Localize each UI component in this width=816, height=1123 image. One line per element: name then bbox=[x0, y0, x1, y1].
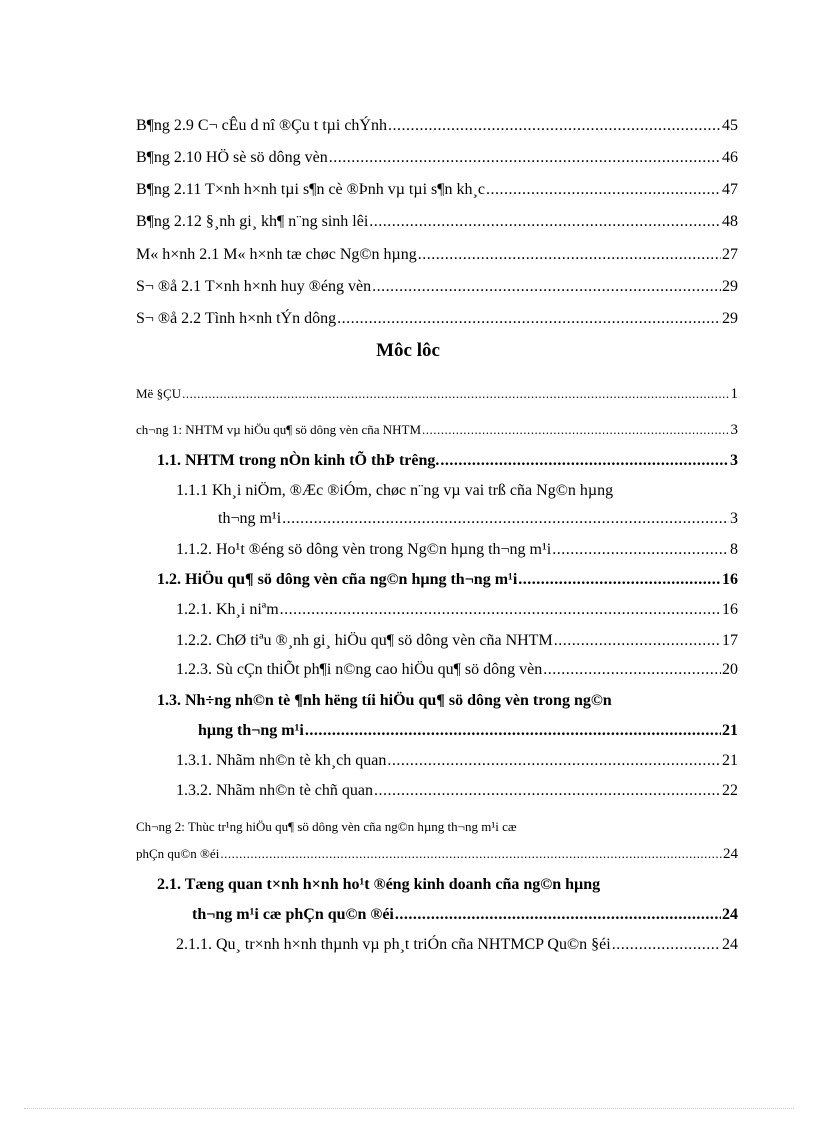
entry-title: 1.2.2. ChØ tiªu ®¸nh gi¸ hiÖu qu¶ sö dông vèn cña NHTM bbox=[176, 632, 553, 649]
leader-dots bbox=[280, 598, 721, 622]
entry-page: 3 bbox=[730, 422, 738, 438]
entry-page: 48 bbox=[722, 213, 738, 230]
entry-page: 29 bbox=[722, 278, 738, 295]
entry-page: 16 bbox=[722, 571, 738, 588]
entry-title: B¶ng 2.10 HÖ sè sö dông vèn bbox=[136, 149, 328, 166]
entry-page: 16 bbox=[722, 601, 738, 618]
toc-entry bbox=[157, 449, 738, 473]
toc-entry bbox=[157, 689, 738, 713]
entry-title: M« h×nh 2.1 M« h×nh tæ chøc Ng©n hµng bbox=[136, 246, 417, 263]
entry-title: 1.1.2. Ho¹t ®éng sö dông vèn trong Ng©n hµng th¬ng m¹i bbox=[176, 541, 552, 558]
leader-dots bbox=[388, 114, 721, 138]
entry-title: B¶ng 2.11 T×nh h×nh tµi s¶n cè ®Þnh vµ tµi s¶n kh¸c bbox=[136, 181, 485, 198]
leader-dots bbox=[518, 568, 721, 592]
entry-page: 24 bbox=[722, 936, 738, 953]
entry-title: 1.2.1. Kh¸i niªm bbox=[176, 601, 279, 618]
entry-page: 45 bbox=[722, 117, 738, 134]
leader-dots bbox=[543, 658, 721, 682]
leader-dots bbox=[220, 842, 722, 866]
entry-title: 1.3. Nh÷ng nh©n tè ¶nh hëng tíi hiÖu qu¶ sö dông vèn trong ng©n bbox=[157, 692, 612, 709]
figure-list-item bbox=[136, 275, 738, 299]
entry-title: 1.3.1. Nhãm nh©n tè kh¸ch quan bbox=[176, 752, 387, 769]
entry-page: 17 bbox=[722, 632, 738, 649]
entry-title: 1.1. NHTM trong nÒn kinh tÕ thÞ trêng. bbox=[157, 452, 440, 469]
entry-title: 1.2. HiÖu qu¶ sö dông vèn cña ng©n hµng th¬ng m¹i bbox=[157, 571, 518, 588]
leader-dots bbox=[329, 146, 721, 170]
entry-page: 21 bbox=[722, 722, 738, 739]
toc-entry-continued bbox=[192, 903, 738, 927]
table-list-item bbox=[136, 146, 738, 170]
toc-entry bbox=[176, 598, 738, 622]
toc-entry-continued bbox=[198, 719, 738, 743]
leader-dots bbox=[182, 382, 729, 406]
entry-page: 24 bbox=[723, 846, 738, 862]
entry-page: 24 bbox=[722, 906, 738, 923]
toc-entry bbox=[176, 658, 738, 682]
table-list-item bbox=[136, 210, 738, 234]
toc-entry bbox=[176, 749, 738, 773]
toc-entry bbox=[136, 418, 738, 442]
figure-list-item bbox=[136, 307, 738, 331]
toc-entry bbox=[176, 479, 738, 503]
toc-entry bbox=[176, 933, 738, 957]
toc-entry bbox=[176, 779, 738, 803]
leader-dots bbox=[387, 749, 721, 773]
leader-dots bbox=[305, 719, 721, 743]
entry-title: 2.1.1. Qu¸ tr×nh h×nh thµnh vµ ph¸t triÓn cña NHTMCP Qu©n §éi bbox=[176, 936, 611, 953]
leader-dots bbox=[369, 210, 721, 234]
entry-page: 1 bbox=[730, 386, 738, 402]
table-list-item bbox=[136, 114, 738, 138]
entry-title: phÇn qu©n ®éi bbox=[136, 846, 220, 861]
entry-page: 8 bbox=[730, 541, 738, 558]
entry-page: 21 bbox=[722, 752, 738, 769]
figure-list-item bbox=[136, 243, 738, 267]
table-list-item bbox=[136, 178, 738, 202]
leader-dots bbox=[486, 178, 721, 202]
toc-entry bbox=[157, 568, 738, 592]
page-bottom-divider bbox=[24, 1108, 794, 1109]
entry-title: B¶ng 2.12 §¸nh gi¸ kh¶ n¨ng sinh lêi bbox=[136, 213, 369, 230]
leader-dots bbox=[440, 449, 729, 473]
leader-dots bbox=[612, 933, 721, 957]
toc-entry bbox=[176, 538, 738, 562]
leader-dots bbox=[418, 243, 721, 267]
entry-title: S¬ ®å 2.1 T×nh h×nh huy ®éng vèn bbox=[136, 278, 372, 295]
entry-page: 22 bbox=[722, 782, 738, 799]
leader-dots bbox=[395, 903, 721, 927]
leader-dots bbox=[554, 629, 721, 653]
entry-title: 1.2.3. Sù cÇn thiÕt ph¶i n©ng cao hiÖu qu¶ sö dông vèn bbox=[176, 661, 543, 678]
toc-entry bbox=[136, 382, 738, 406]
leader-dots bbox=[337, 307, 721, 331]
entry-title: th¬ng m¹i bbox=[218, 510, 282, 527]
entry-title: S¬ ®å 2.2 Tình h×nh tÝn dông bbox=[136, 310, 337, 327]
entry-page: 3 bbox=[730, 510, 738, 527]
leader-dots bbox=[552, 538, 729, 562]
entry-title: Ch¬ng 2: Thùc tr¹ng hiÖu qu¶ sö dông vèn cña ng©n hµng th¬ng m¹i cæ bbox=[136, 819, 517, 834]
leader-dots bbox=[374, 779, 721, 803]
entry-title: B¶ng 2.9 C¬ cÊu d nî ®Çu t tµi chÝnh bbox=[136, 117, 387, 134]
leader-dots bbox=[422, 418, 729, 442]
entry-page: 20 bbox=[722, 661, 738, 678]
entry-page: 46 bbox=[722, 149, 738, 166]
toc-entry bbox=[136, 815, 738, 839]
leader-dots bbox=[282, 507, 729, 531]
toc-entry bbox=[157, 873, 738, 897]
entry-title: 1.1.1 Kh¸i niÖm, ®Æc ®iÓm, chøc n¨ng vµ vai trß cña Ng©n hµng bbox=[176, 482, 614, 499]
toc-heading: Môc lôc bbox=[376, 340, 440, 361]
entry-page: 47 bbox=[722, 181, 738, 198]
toc-entry bbox=[176, 629, 738, 653]
leader-dots bbox=[372, 275, 721, 299]
entry-title: 2.1. Tæng quan t×nh h×nh ho¹t ®éng kinh doanh cña ng©n hµng bbox=[157, 876, 601, 893]
toc-entry-continued bbox=[136, 842, 738, 866]
entry-page: 3 bbox=[730, 452, 738, 469]
entry-title: Më §ÇU bbox=[136, 386, 182, 401]
entry-page: 27 bbox=[722, 246, 738, 263]
entry-page: 29 bbox=[722, 310, 738, 327]
entry-title: th¬ng m¹i cæ phÇn qu©n ®éi bbox=[192, 906, 394, 923]
entry-title: ch¬ng 1: NHTM vµ hiÖu qu¶ sö dông vèn cña NHTM bbox=[136, 422, 422, 437]
entry-title: 1.3.2. Nhãm nh©n tè chñ quan bbox=[176, 782, 374, 799]
toc-entry-continued bbox=[218, 507, 738, 531]
entry-title: hµng th¬ng m¹i bbox=[198, 722, 304, 739]
